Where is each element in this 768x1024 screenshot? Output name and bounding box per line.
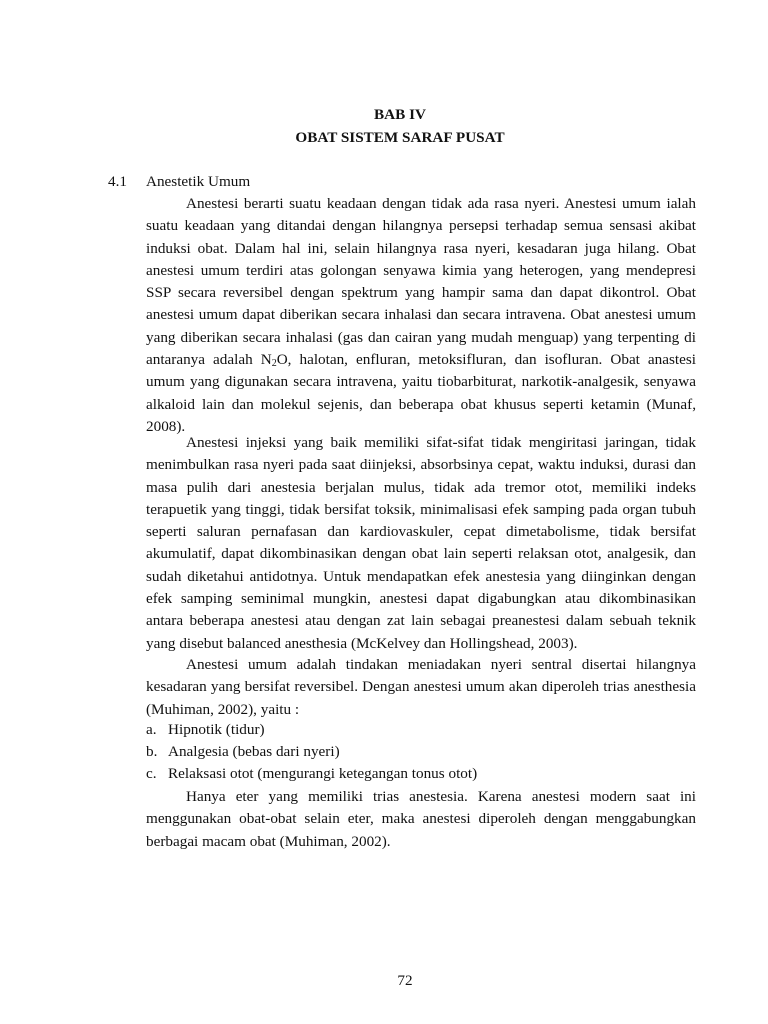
paragraph-2: Anestesi injeksi yang baik memiliki sifat-sifat tidak mengiritasi jaringan, tidak menimbulkan rasa nyeri pada saat diinjeksi, absorbsinya cepat, waktu induksi, durasi dan masa pulih dari anestesia berjalan mulus, tidak ada tremor otot, memiliki indeks terapuetik yang tinggi, tidak bersifat toksik, minimalisasi efek samping pada organ tubuh seperti saluran pernafasan dan kardiovaskuler, cepat dimetabolisme, tidak bersifat akumulatif, dapat dikombinasikan dengan obat lain seperti relaksan otot, analgesik, dan sudah diketahui antidotnya. Untuk mendapatkan efek anestesia yang diinginkan dengan efek samping seminimal mungkin, anestesi dapat digabungkan atau dikombinasikan antara beberapa anestesi atau dengan zat lain sebagai preanestesi dalam sebuah teknik yang disebut balanced anesthesia (McKelvey dan Hollingshead, 2003). [146,434,696,652]
paragraph-4: Hanya eter yang memiliki trias anestesia. Karena anestesi modern saat ini menggunakan obat-obat selain eter, maka anestesi diperoleh dengan menggabungkan berbagai macam obat (Muhiman, 2002). [146,788,696,850]
list-marker: c. [146,765,157,782]
list-item [146,719,265,741]
list-item [146,741,340,763]
paragraph-1 [146,193,696,438]
page-number: 72 [397,972,413,989]
list-item [146,763,477,785]
paragraph-1-part-a: Anestesi berarti suatu keadaan dengan tidak ada rasa nyeri. Anestesi umum ialah suatu keadaan yang ditandai dengan hilangnya persepsi terhadap semua sensasi akibat induksi obat. Dalam hal ini, selain hilangnya rasa nyeri, kesadaran juga hilang. Obat anestesi umum terdiri atas golongan senyawa kimia yang heterogen, yang mendepresi SSP secara reversibel dengan spektrum yang hampir sama dan dapat dikontrol. Obat anestesi umum dapat diberikan secara inhalasi dan secara intravena. Obat anestesi umum yang diberikan secara inhalasi (gas dan cairan yang mudah menguap) yang terpenting di antaranya adalah N [146,195,696,369]
section-title: Anestetik Umum [146,173,251,190]
list-marker: b. [146,743,158,760]
list-marker: a. [146,721,157,738]
chapter-label: BAB IV [374,106,426,123]
section-number: 4.1 [108,173,127,190]
subscript-2: 2 [271,358,277,370]
list-text: Relaksasi otot (mengurangi ketegangan tonus otot) [168,765,478,782]
list-text: Hipnotik (tidur) [168,721,265,738]
list-text: Analgesia (bebas dari nyeri) [168,743,340,760]
paragraph-1-part-b: O, halotan, enfluran, metoksifluran, dan isofluran. Obat anastesi umum yang digunakan secara intravena, yaitu tiobarbiturat, narkotik-analgesik, senyawa alkaloid lain dan molekul sejenis, dan beberapa obat khusus seperti ketamin (Munaf, 2008). [146,351,697,435]
chapter-title: OBAT SISTEM SARAF PUSAT [295,129,505,146]
paragraph-3: Anestesi umum adalah tindakan meniadakan nyeri sentral disertai hilangnya kesadaran yang bersifat reversibel. Dengan anestesi umum akan diperoleh trias anesthesia (Muhiman, 2002), yaitu : [146,656,696,718]
